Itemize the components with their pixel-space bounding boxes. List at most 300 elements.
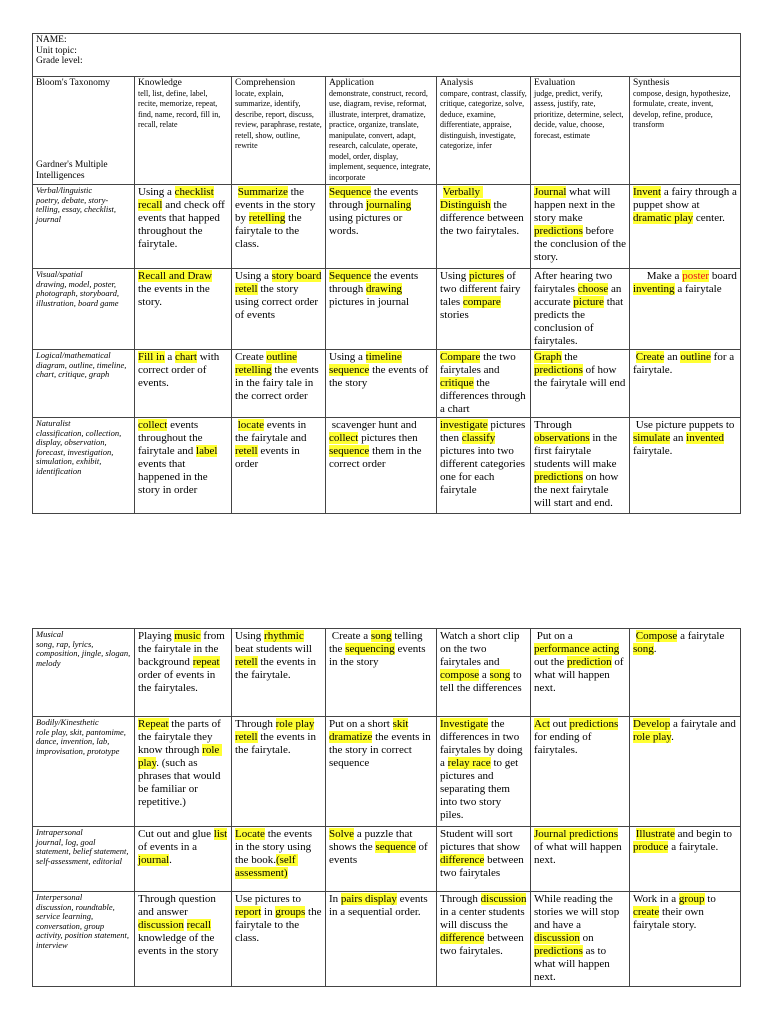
activity-text: pictures then — [440, 419, 528, 444]
highlighted-term: role play — [275, 718, 315, 730]
highlighted-term: sequence — [375, 841, 416, 853]
col-title: Evaluation — [534, 78, 576, 88]
highlighted-term: (self assessment) — [235, 854, 299, 879]
col-title: Application — [329, 78, 374, 88]
intelligence-name: Bodily/Kinesthetic — [36, 717, 99, 727]
col-synthesis — [630, 77, 741, 185]
activity-text: the events through — [329, 270, 421, 295]
highlighted-term: predictions — [534, 364, 583, 376]
activity-text: . — [169, 854, 172, 866]
highlighted-term: group — [678, 893, 705, 905]
activity-text: an accurate — [534, 283, 625, 308]
activity-text: to get pictures and separating them into two story piles. — [440, 757, 521, 821]
activity-text: on how the next fairytale will start and end. — [534, 471, 622, 509]
activity-text: Student will sort pictures that show — [440, 828, 523, 853]
intelligence-row — [33, 269, 741, 350]
col-verbs: compare, contrast, classify, critique, categorize, solve, deduce, examine, differentiate, appraise, distinguish, investigate, categorize, infer — [440, 88, 527, 150]
activity-text: of two different fairy tales — [440, 270, 524, 308]
activity-text: Using a — [138, 186, 175, 198]
activity-cell — [135, 269, 232, 350]
activity-cell — [437, 892, 531, 987]
activity-text: Through question and answer — [138, 893, 219, 918]
col-verbs: compose, design, hypothesize, formulate, create, invent, develop, refine, produce, transform — [633, 88, 731, 129]
highlighted-term: invented — [686, 432, 725, 444]
gardner-label: Gardner's Multiple Intelligences — [36, 160, 108, 181]
activity-text: Playing — [138, 630, 175, 642]
activity-text: scavenger hunt and — [329, 419, 420, 431]
highlighted-term: report — [235, 906, 262, 918]
activity-text: the two fairytales and — [440, 351, 519, 376]
activity-text: the fairytale to the class. — [235, 212, 305, 250]
activity-cell — [437, 350, 531, 418]
highlighted-term: Journal predictions — [534, 828, 619, 840]
activity-cell — [232, 269, 326, 350]
activity-text: out — [549, 718, 570, 730]
col-evaluation — [531, 77, 630, 185]
activity-text: for a fairytale. — [633, 351, 737, 376]
highlighted-term: retell — [235, 656, 258, 668]
activity-text: a fairytale and — [670, 718, 739, 730]
intelligence-row — [33, 717, 741, 827]
activity-text: out the — [534, 643, 622, 668]
activity-cell — [232, 350, 326, 418]
activity-text: an — [664, 351, 681, 363]
intelligence-label-cell — [33, 350, 135, 418]
activity-text: pictures then — [358, 432, 421, 444]
highlighted-term: Sequence — [329, 270, 372, 282]
highlighted-term: Solve — [329, 828, 355, 840]
col-verbs: demonstrate, construct, record, use, diagram, revise, reformat, illustrate, interpret, dramatize, practice, organize, translate, manipulate, convert, adapt, research, calculate, operate, model, order, display, implement, sequence, integrate, incorporate — [329, 88, 431, 182]
highlighted-term: Repeat — [138, 718, 169, 730]
activity-cell — [135, 717, 232, 827]
col-verbs: locate, explain, summarize, identify, describe, report, discuss, review, paraphrase, restate, retell, show, outline, rewrite — [235, 88, 322, 150]
highlighted-term: dramatize — [329, 731, 373, 743]
intelligence-label-cell — [33, 269, 135, 350]
highlighted-term: Develop — [633, 718, 671, 730]
col-title: Analysis — [440, 78, 474, 88]
highlighted-term: Illustrate — [635, 828, 675, 840]
highlighted-term: list — [213, 828, 228, 840]
activity-text: the events through — [329, 186, 421, 211]
highlighted-term: story board — [271, 270, 322, 282]
activity-text: Using — [235, 630, 265, 642]
activity-text: Make a — [633, 270, 683, 282]
activity-cell — [232, 629, 326, 717]
activity-text: pictures in journal — [329, 283, 410, 308]
activity-text: Create a — [329, 630, 371, 642]
activity-text: Using a — [329, 351, 366, 363]
activity-text: before the conclusion of the story. — [534, 225, 629, 263]
intelligence-row — [33, 350, 741, 418]
activity-text: of what will happen next. — [534, 828, 625, 866]
activity-text: their own fairytale story. — [633, 906, 707, 931]
col-analysis — [437, 77, 531, 185]
highlighted-term: compare — [462, 296, 501, 308]
intelligence-products: diagram, outline, timeline, chart, critique, graph — [36, 359, 127, 379]
highlighted-term: simulate — [633, 432, 671, 444]
activity-text: that predicts the conclusion of fairytales. — [534, 296, 626, 347]
highlighted-term: Journal — [534, 186, 567, 198]
highlighted-term: critique — [440, 377, 474, 389]
activity-cell — [437, 827, 531, 892]
activity-text: knowledge of the events in the story — [138, 919, 219, 957]
activity-text: Using a — [235, 270, 272, 282]
activity-text: and check off events that happed throughout the fairytale. — [138, 199, 228, 250]
activity-text: the parts of the fairytale they know through — [138, 718, 224, 756]
activity-text: . — [653, 643, 657, 655]
activity-cell — [437, 629, 531, 717]
activity-text: stories — [440, 296, 504, 321]
highlighted-term: pairs display — [340, 893, 397, 905]
activity-text: the events in the fairytale. — [235, 656, 319, 681]
activity-cell — [531, 717, 630, 827]
activity-text: to tell the differences — [440, 669, 525, 694]
col-knowledge — [135, 77, 232, 185]
activity-text — [214, 186, 217, 198]
highlighted-term: retelling — [235, 364, 272, 376]
activity-text: and begin to — [674, 828, 735, 840]
activity-cell — [630, 418, 741, 514]
intelligence-label-cell — [33, 418, 135, 514]
highlighted-term: predictions — [534, 225, 583, 237]
activity-cell — [531, 269, 630, 350]
activity-text: events that happened in the story in order — [138, 445, 221, 496]
highlighted-term: retelling — [248, 212, 286, 224]
intelligence-products: role play, skit, pantomime, dance, invention, lab, improvisation, prototype — [36, 726, 126, 756]
highlighted-term: observations — [534, 432, 590, 444]
intelligence-products: classification, collection, display, observation, forecast, investigation, simulation, exhibit, identification — [36, 427, 122, 476]
highlighted-term: Invent — [633, 186, 662, 198]
intelligence-name: Interpersonal — [36, 892, 83, 902]
col-title: Knowledge — [138, 78, 182, 88]
highlighted-term: role play — [138, 744, 223, 769]
activity-text: Through — [440, 893, 481, 905]
highlighted-term: sequence — [329, 445, 370, 457]
highlighted-term: journal — [138, 854, 170, 866]
highlighted-term: Sequence — [329, 186, 372, 198]
activity-cell — [135, 185, 232, 269]
highlighted-term: Compose — [635, 630, 678, 642]
blooms-gardner-table-1 — [32, 33, 741, 514]
intelligence-row — [33, 185, 741, 269]
activity-text: Put on a short — [329, 718, 393, 730]
highlighted-term: difference — [440, 854, 485, 866]
highlighted-term: timeline — [365, 351, 402, 363]
activity-text: between two fairytales. — [440, 932, 527, 957]
activity-cell — [232, 185, 326, 269]
intelligence-row — [33, 418, 741, 514]
highlighted-term: label — [196, 445, 218, 457]
activity-text: what will happen next in the story make — [534, 186, 618, 224]
intelligence-label-cell — [33, 892, 135, 987]
activity-text: using pictures or words. — [329, 199, 414, 237]
highlighted-term: role play — [633, 731, 672, 743]
activity-cell — [630, 629, 741, 717]
activity-text: the events in the story. — [138, 270, 215, 308]
activity-text — [402, 351, 405, 363]
activity-text: Use picture puppets to — [633, 419, 738, 431]
activity-text: the events in the story by — [235, 186, 319, 224]
highlighted-term: retell — [235, 731, 258, 743]
highlighted-term: Recall and Draw — [138, 270, 212, 282]
highlighted-term: recall — [186, 919, 212, 931]
col-title: Comprehension — [235, 78, 296, 88]
activity-text: the difference between the two fairytales. — [440, 199, 527, 237]
highlighted-term: discussion — [138, 919, 184, 931]
activity-text: the differences through a chart — [440, 377, 529, 415]
activity-cell — [531, 185, 630, 269]
activity-cell — [531, 418, 630, 514]
intelligence-row — [33, 629, 741, 717]
highlighted-term: pictures — [469, 270, 504, 282]
highlighted-term: recall — [138, 199, 163, 211]
activity-text: Use pictures to — [235, 893, 304, 905]
intelligence-label-cell — [33, 185, 135, 269]
highlighted-term: investigate — [440, 419, 488, 431]
activity-text: Watch a short clip on the two fairytales and — [440, 630, 523, 668]
activity-text: center. — [693, 212, 725, 224]
activity-text — [408, 718, 411, 730]
activity-text: the events in the fairytale. — [235, 731, 319, 756]
activity-text: a — [164, 351, 175, 363]
highlighted-term: dramatic play — [633, 212, 694, 224]
highlighted-term: song — [633, 643, 654, 655]
intelligence-row — [33, 892, 741, 987]
highlighted-term: skit — [392, 718, 409, 730]
intelligence-name: Logical/mathematical — [36, 350, 111, 360]
intelligence-products: discussion, roundtable, service learning, conversation, group activity, position statement, interview — [36, 901, 130, 950]
activity-text: to — [704, 893, 719, 905]
activity-text: events in order — [235, 445, 303, 470]
activity-text: them in the correct order — [329, 445, 425, 470]
activity-text: events in a sequential order. — [329, 893, 431, 918]
highlighted-term: discussion — [534, 932, 580, 944]
blooms-gardner-table-2 — [32, 628, 741, 987]
activity-cell — [437, 185, 531, 269]
activity-cell — [531, 892, 630, 987]
highlighted-term: Compare — [440, 351, 481, 363]
highlighted-term: Fill in — [138, 351, 165, 363]
highlighted-term: repeat — [192, 656, 220, 668]
activity-text: While reading the stories we will stop and have a — [534, 893, 622, 931]
activity-cell — [630, 185, 741, 269]
activity-text: Put on a — [534, 630, 576, 642]
activity-text: with correct order of events. — [138, 351, 223, 389]
highlighted-term: sequence — [329, 364, 370, 376]
activity-text: Through — [235, 718, 276, 730]
activity-text: in a center students will discuss the — [440, 893, 530, 931]
highlighted-term: performance acting — [534, 643, 620, 655]
activity-text: of how the fairytale will end — [534, 364, 626, 389]
activity-text: the events in the story in correct sequence — [329, 731, 434, 769]
activity-text: of events — [329, 841, 431, 866]
activity-cell — [437, 418, 531, 514]
highlighted-term: predictions — [569, 718, 619, 730]
activity-cell — [531, 350, 630, 418]
activity-text: the events of the story — [329, 364, 432, 389]
intelligence-name: Intrapersonal — [36, 827, 83, 837]
intelligence-name: Musical — [36, 629, 64, 639]
intelligence-name: Visual/spatial — [36, 269, 83, 279]
activity-cell — [630, 892, 741, 987]
highlighted-term: compose — [440, 669, 480, 681]
activity-text: the fairytale to the class. — [235, 906, 325, 944]
activity-text: pictures into two different categories one for each fairytale — [440, 432, 528, 496]
highlighted-term: drawing — [365, 283, 403, 295]
activity-text: order of events in the fairytales. — [138, 656, 223, 694]
activity-text: on — [579, 932, 597, 944]
activity-text: a fairytale — [674, 283, 722, 295]
activity-cell — [326, 892, 437, 987]
intelligence-products: poetry, debate, story-telling, essay, checklist, journal — [36, 194, 117, 224]
highlighted-term: collect — [329, 432, 359, 444]
activity-cell — [630, 269, 741, 350]
intelligence-label-cell — [33, 629, 135, 717]
highlighted-term: sequencing — [345, 643, 395, 655]
highlighted-term: inventing — [633, 283, 675, 295]
activity-text: the differences in two fairytales by doing a — [440, 718, 526, 769]
activity-cell — [437, 269, 531, 350]
activity-text — [297, 351, 300, 363]
activity-text: for ending of fairytales. — [534, 718, 622, 756]
activity-cell — [135, 350, 232, 418]
highlighted-term: song — [370, 630, 392, 642]
activity-cell — [232, 892, 326, 987]
highlighted-term: picture — [573, 296, 604, 308]
activity-cell — [326, 629, 437, 717]
intelligence-rows-1 — [33, 185, 741, 514]
activity-text: the — [561, 351, 581, 363]
highlighted-term: poster — [682, 270, 710, 282]
highlighted-term: Locate — [235, 828, 265, 840]
activity-cell — [630, 350, 741, 418]
highlighted-term: Verbally Distinguish — [440, 186, 491, 211]
intelligence-row — [33, 827, 741, 892]
activity-text: a puzzle that shows the — [329, 828, 416, 853]
highlighted-term: Act — [534, 718, 550, 730]
taxonomy-corner-cell — [33, 77, 135, 185]
col-application — [326, 77, 437, 185]
activity-text: an — [670, 432, 687, 444]
activity-text: events throughout the fairytale and — [138, 419, 206, 457]
activity-cell — [135, 892, 232, 987]
intelligence-label-cell — [33, 717, 135, 827]
col-comprehension — [232, 77, 326, 185]
intelligence-name: Naturalist — [36, 418, 71, 428]
activity-text: events in the fairytale and — [235, 419, 310, 444]
highlighted-term: checklist — [174, 186, 214, 198]
activity-cell — [326, 185, 437, 269]
activity-text: a fairy through a puppet show at — [633, 186, 740, 211]
highlighted-term: outline — [266, 351, 298, 363]
activity-cell — [437, 717, 531, 827]
activity-text: of what will happen next. — [534, 656, 627, 694]
intelligence-name: Verbal/linguistic — [36, 185, 93, 195]
activity-text: a fairytale — [677, 630, 728, 642]
highlighted-term: choose — [577, 283, 609, 295]
unit-topic-label: Unit topic: — [36, 45, 77, 56]
highlighted-term: outline — [680, 351, 711, 363]
highlighted-term: locate — [237, 419, 265, 431]
intelligence-label-cell — [33, 827, 135, 892]
activity-cell — [135, 827, 232, 892]
highlighted-term: predictions — [534, 945, 583, 957]
activity-text: in the first fairytale students will make — [534, 432, 620, 470]
blooms-label: Bloom's Taxonomy — [36, 78, 110, 88]
activity-cell — [326, 827, 437, 892]
activity-text: the events in the story using the book. — [235, 828, 315, 866]
activity-cell — [135, 629, 232, 717]
highlighted-term: discussion — [480, 893, 527, 905]
highlighted-term: music — [174, 630, 201, 642]
activity-text: In — [329, 893, 341, 905]
highlighted-term: classify — [461, 432, 496, 444]
activity-cell — [232, 717, 326, 827]
activity-text: the events in the fairy tale in the correct order — [235, 364, 322, 402]
activity-text: Work in a — [633, 893, 679, 905]
highlighted-term: Create — [635, 351, 665, 363]
highlighted-term: retell — [235, 283, 258, 295]
activity-cell — [531, 629, 630, 717]
activity-text: from the fairytale in the background — [138, 630, 228, 668]
activity-text: Cut out and glue — [138, 828, 214, 840]
col-verbs: tell, list, define, label, recite, memorize, repeat, find, name, record, fill in, recall, relate — [138, 88, 221, 129]
intelligence-products: drawing, model, poster, photograph, storyboard, illustration, board game — [36, 278, 120, 308]
intelligence-products: song, rap, lyrics, composition, jingle, slogan, melody — [36, 638, 131, 668]
activity-text: fairytale. — [633, 432, 727, 457]
activity-text: . — [671, 731, 674, 743]
name-label: NAME: — [36, 35, 67, 45]
activity-cell — [326, 350, 437, 418]
activity-cell — [232, 418, 326, 514]
highlighted-term: Investigate — [440, 718, 489, 730]
activity-text: events in the story — [329, 643, 429, 668]
col-verbs: judge, predict, verify, assess, justify, rate, prioritize, determine, select, decide, value, choose, forecast, estimate — [534, 88, 624, 140]
activity-text: between two fairytales — [440, 854, 527, 879]
activity-cell — [326, 269, 437, 350]
header-info-cell — [33, 34, 741, 77]
activity-text: telling the — [329, 630, 426, 655]
activity-cell — [326, 717, 437, 827]
highlighted-term: Summarize — [237, 186, 288, 198]
activity-text: of events in a — [138, 828, 230, 853]
activity-text: . (such as phrases that would be familiar or repetitive.) — [138, 757, 224, 808]
activity-text: board — [709, 270, 740, 282]
activity-text — [321, 270, 324, 282]
activity-cell — [326, 418, 437, 514]
col-title: Synthesis — [633, 78, 670, 88]
activity-text: a fairytale. — [668, 841, 719, 853]
activity-text: Using — [440, 270, 470, 282]
highlighted-term: rhythmic — [264, 630, 304, 642]
highlighted-term: create — [633, 906, 660, 918]
highlighted-term: collect — [138, 419, 168, 431]
activity-text: as to what will happen next. — [534, 945, 613, 983]
activity-text: Through — [534, 419, 575, 431]
activity-text: a — [479, 669, 490, 681]
highlighted-term: prediction — [567, 656, 612, 668]
activity-text: After hearing two fairytales — [534, 270, 615, 295]
activity-cell — [630, 827, 741, 892]
activity-cell — [232, 827, 326, 892]
highlighted-term: predictions — [534, 471, 583, 483]
activity-cell — [630, 717, 741, 827]
highlighted-term: produce — [633, 841, 669, 853]
activity-text: beat students will — [235, 630, 315, 655]
activity-text: in — [261, 906, 276, 918]
highlighted-term: journaling — [365, 199, 412, 211]
activity-text: Create — [235, 351, 267, 363]
